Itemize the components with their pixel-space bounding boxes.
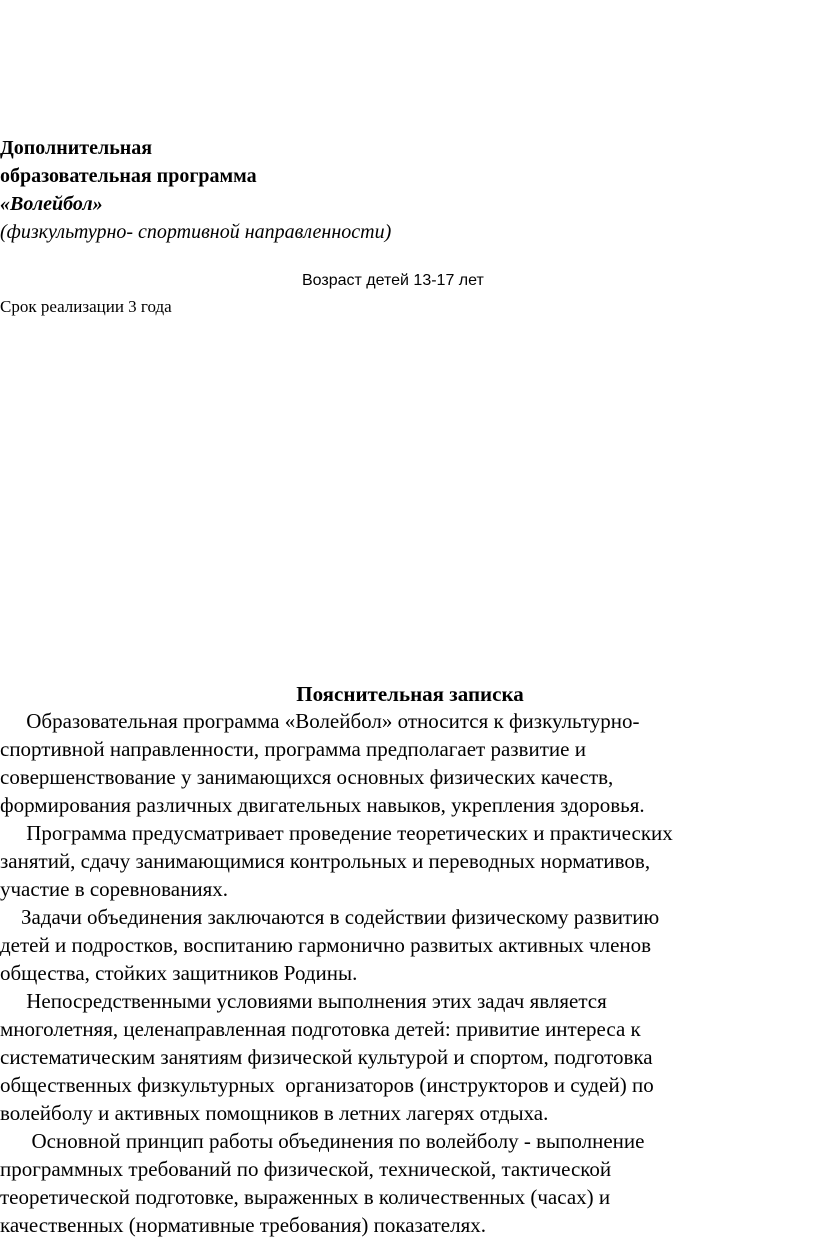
text-line: волейболу и активных помощников в летних лагерях отдыха. [0, 1101, 549, 1125]
text-line: программных требований по физической, технической, тактической [0, 1157, 612, 1181]
text-line: совершенствование у занимающихся основных физических качеств, [0, 765, 614, 789]
text-line: Основной принцип работы объединения по волейболу - выполнение [0, 1129, 645, 1153]
title-line-3: «Волейбол» [0, 193, 103, 215]
text-line: Образовательная программа «Волейбол» относится к физкультурно- [0, 709, 640, 733]
text-line: Программа предусматривает проведение теоретических и практических [0, 821, 673, 845]
text-line: теоретической подготовке, выраженных в количественных (часах) и [0, 1185, 611, 1209]
paragraph [0, 1127, 800, 1239]
explanatory-note-heading: Пояснительная записка [296, 682, 524, 706]
paragraph [0, 987, 800, 1127]
paragraph [0, 819, 800, 903]
explanatory-note-body [0, 707, 800, 1239]
text-line: общества, стойких защитников Родины. [0, 961, 358, 985]
document-title-block [0, 134, 391, 246]
title-line-1: Дополнительная [0, 137, 153, 159]
paragraph [0, 707, 800, 819]
text-line: спортивной направленности, программа предполагает развитие и [0, 737, 586, 761]
text-line: качественных (нормативные требования) показателях. [0, 1213, 486, 1237]
text-line: детей и подростков, воспитанию гармонично развитых активных членов [0, 933, 652, 957]
text-line: формирования различных двигательных навыков, укрепления здоровья. [0, 793, 645, 817]
text-line: многолетняя, целенаправленная подготовка детей: привитие интереса к [0, 1017, 641, 1041]
text-line: общественных физкультурных организаторов (инструкторов и судей) по [0, 1073, 654, 1097]
implementation-term: Срок реализации 3 года [0, 297, 172, 316]
text-line: занятий, сдачу занимающимися контрольных и переводных нормативов, [0, 849, 651, 873]
title-line-4: (физкультурно- спортивной направленности) [0, 221, 392, 243]
title-line-2: образовательная программа [0, 165, 257, 187]
text-line: Непосредственными условиями выполнения этих задач является [0, 989, 607, 1013]
text-line: систематическим занятиям физической культурой и спортом, подготовка [0, 1045, 653, 1069]
age-range: Возраст детей 13-17 лет [302, 272, 484, 289]
text-line: Задачи объединения заключаются в содействии физическому развитию [0, 905, 660, 929]
paragraph [0, 903, 800, 987]
text-line: участие в соревнованиях. [0, 877, 228, 901]
